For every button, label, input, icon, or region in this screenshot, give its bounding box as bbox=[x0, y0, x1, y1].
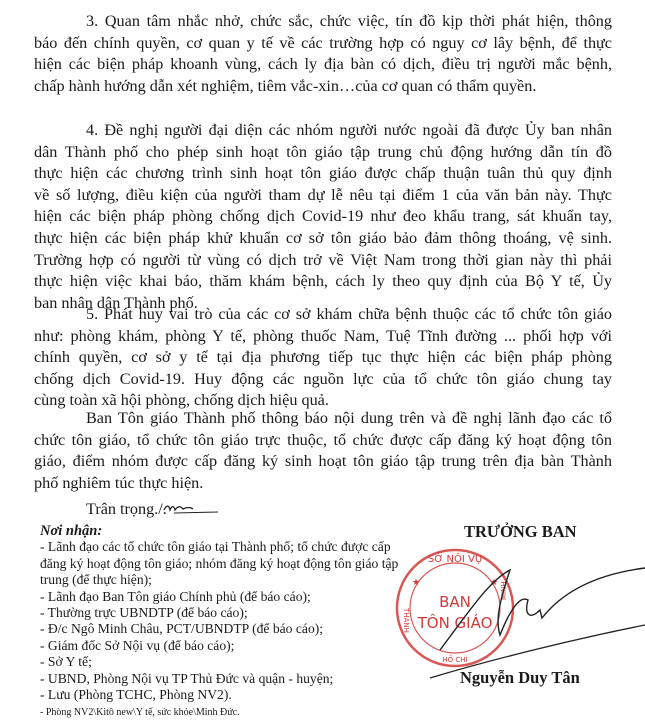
svg-text:BAN: BAN bbox=[439, 593, 471, 611]
svg-text:HỒ CHÍ: HỒ CHÍ bbox=[442, 656, 468, 664]
svg-text:★: ★ bbox=[490, 577, 499, 587]
svg-text:MINH: MINH bbox=[500, 581, 508, 600]
file-path-note: - Phòng NV2\Kitô new\Y tế, sức khỏe\Minh Đức. bbox=[40, 707, 240, 719]
text-line: phố nghiêm túc thực hiện. bbox=[34, 473, 204, 492]
text-line: chấp hành hướng dẫn xét nghiệm, tiêm vắc-xin…của cơ quan có thẩm quyền. bbox=[34, 76, 537, 95]
text-line: báo đến chính quyền, cơ quan y tế về các trường hợp có nguy cơ lây bệnh, để thực bbox=[34, 33, 612, 52]
text-line: ban nhân dân Thành phố. bbox=[34, 293, 198, 312]
recipients-title: Nơi nhận: bbox=[40, 523, 103, 539]
text-line: hiện các biện pháp khoanh vùng, cách ly địa bàn có dịch, điều trị người mắc bệnh, bbox=[34, 55, 612, 74]
text-line: dân Thành phố cho phép sinh hoạt tôn giáo tập trung chủ động hướng dẫn tín đồ bbox=[34, 142, 612, 161]
signer-title: TRƯỞNG BAN bbox=[464, 522, 577, 541]
text-line: thực hiện các biện pháp khử khuẩn cơ sở tôn giáo bảo đảm thông thoáng, vệ sinh. bbox=[34, 228, 612, 247]
text-line: như: phòng khám, phòng Y tế, phòng thuốc Nam, Tuệ Tĩnh đường ... phối hợp với bbox=[34, 326, 612, 345]
text-line: giáo, điểm nhóm được cấp đăng ký sinh hoạt tôn giáo tập trung trên địa bàn Thành bbox=[34, 452, 612, 471]
svg-text:★: ★ bbox=[412, 577, 421, 587]
text-line: Trường hợp có người từ vùng có dịch trở về Việt Nam trong thời gian này thì phải bbox=[34, 250, 612, 269]
text-line: chính quyền, cơ sở y tế tại địa phương tiếp tục thực hiện các biện pháp phòng bbox=[34, 348, 612, 367]
paragraph-p3 bbox=[34, 11, 612, 97]
text-line: 5. Phát huy vai trò của các cơ sở khám chữa bệnh thuộc các tổ chức tôn giáo bbox=[86, 305, 612, 323]
closing-text: Trân trọng./. bbox=[86, 500, 167, 518]
recipient-item: - Lãnh đạo Ban Tôn giáo Chính phủ (để báo cáo); bbox=[40, 588, 311, 604]
recipient-item: - Giám đốc Sở Nội vụ (để báo cáo); bbox=[40, 637, 235, 653]
text-line: chống dịch Covid-19. Huy động các nguồn lực của tổ chức tôn giáo chung tay bbox=[34, 369, 612, 388]
svg-text:SỞ NỘI VỤ: SỞ NỘI VỤ bbox=[427, 554, 483, 565]
text-line: 3. Quan tâm nhắc nhở, chức sắc, chức việc, tín đồ kịp thời phát hiện, thông bbox=[86, 12, 612, 30]
svg-text:TÔN GIÁO: TÔN GIÁO bbox=[417, 614, 493, 632]
recipient-item: trung (để thực hiện); bbox=[40, 572, 152, 588]
paragraph-p5 bbox=[34, 304, 612, 412]
recipient-item: - Đ/c Ngô Minh Châu, PCT/UBNDTP (để báo cáo); bbox=[40, 621, 324, 637]
text-line: hiện các biện pháp phòng chống dịch Covid-19 như đeo khẩu trang, sát khuẩn tay, bbox=[34, 207, 612, 226]
initials-signature bbox=[160, 498, 220, 518]
text-line: Ban Tôn giáo Thành phố thông báo nội dung trên và đề nghị lãnh đạo các tổ bbox=[86, 409, 612, 427]
paragraph-p6 bbox=[34, 408, 612, 494]
text-line: 4. Đề nghị người đại diện các nhóm người nước ngoài đã được Ủy ban nhân bbox=[86, 121, 612, 139]
recipient-item: - Lưu (Phòng TCHC, Phòng NV2). bbox=[40, 687, 232, 703]
svg-text:THÀNH: THÀNH bbox=[402, 608, 410, 633]
signer-name: Nguyễn Duy Tân bbox=[460, 668, 580, 687]
recipient-item: - Thường trực UBNDTP (để báo cáo); bbox=[40, 605, 248, 621]
text-line: thực hiện việc khai báo, thăm khám bệnh, cách ly theo quy định của Bộ Y tế, Ủy bbox=[34, 272, 612, 291]
text-line: chức tôn giáo, tổ chức tôn giáo trực thuộc, tổ chức được cấp đăng ký hoạt động tôn bbox=[34, 430, 612, 449]
text-line: thực hiện các chương trình sinh hoạt tôn giáo được chấp thuận tuân thủ quy định bbox=[34, 164, 612, 183]
recipient-item: - UBND, Phòng Nội vụ TP Thủ Đức và quận - huyện; bbox=[40, 670, 334, 686]
recipient-item: đăng ký hoạt động tôn giáo; nhóm đăng ký hoạt động tôn giáo tập bbox=[40, 555, 399, 571]
recipient-item: - Lãnh đạo các tổ chức tôn giáo tại Thành phố; tổ chức được cấp bbox=[40, 539, 391, 555]
text-line: về số lượng, điều kiện của người tham dự lễ nêu tại điểm 1 của văn bản này. Thực bbox=[34, 185, 612, 204]
recipient-item: - Sở Y tế; bbox=[40, 654, 92, 670]
text-line: cùng toàn xã hội phòng, chống dịch hiệu quả. bbox=[34, 391, 329, 410]
paragraph-p4 bbox=[34, 120, 612, 314]
